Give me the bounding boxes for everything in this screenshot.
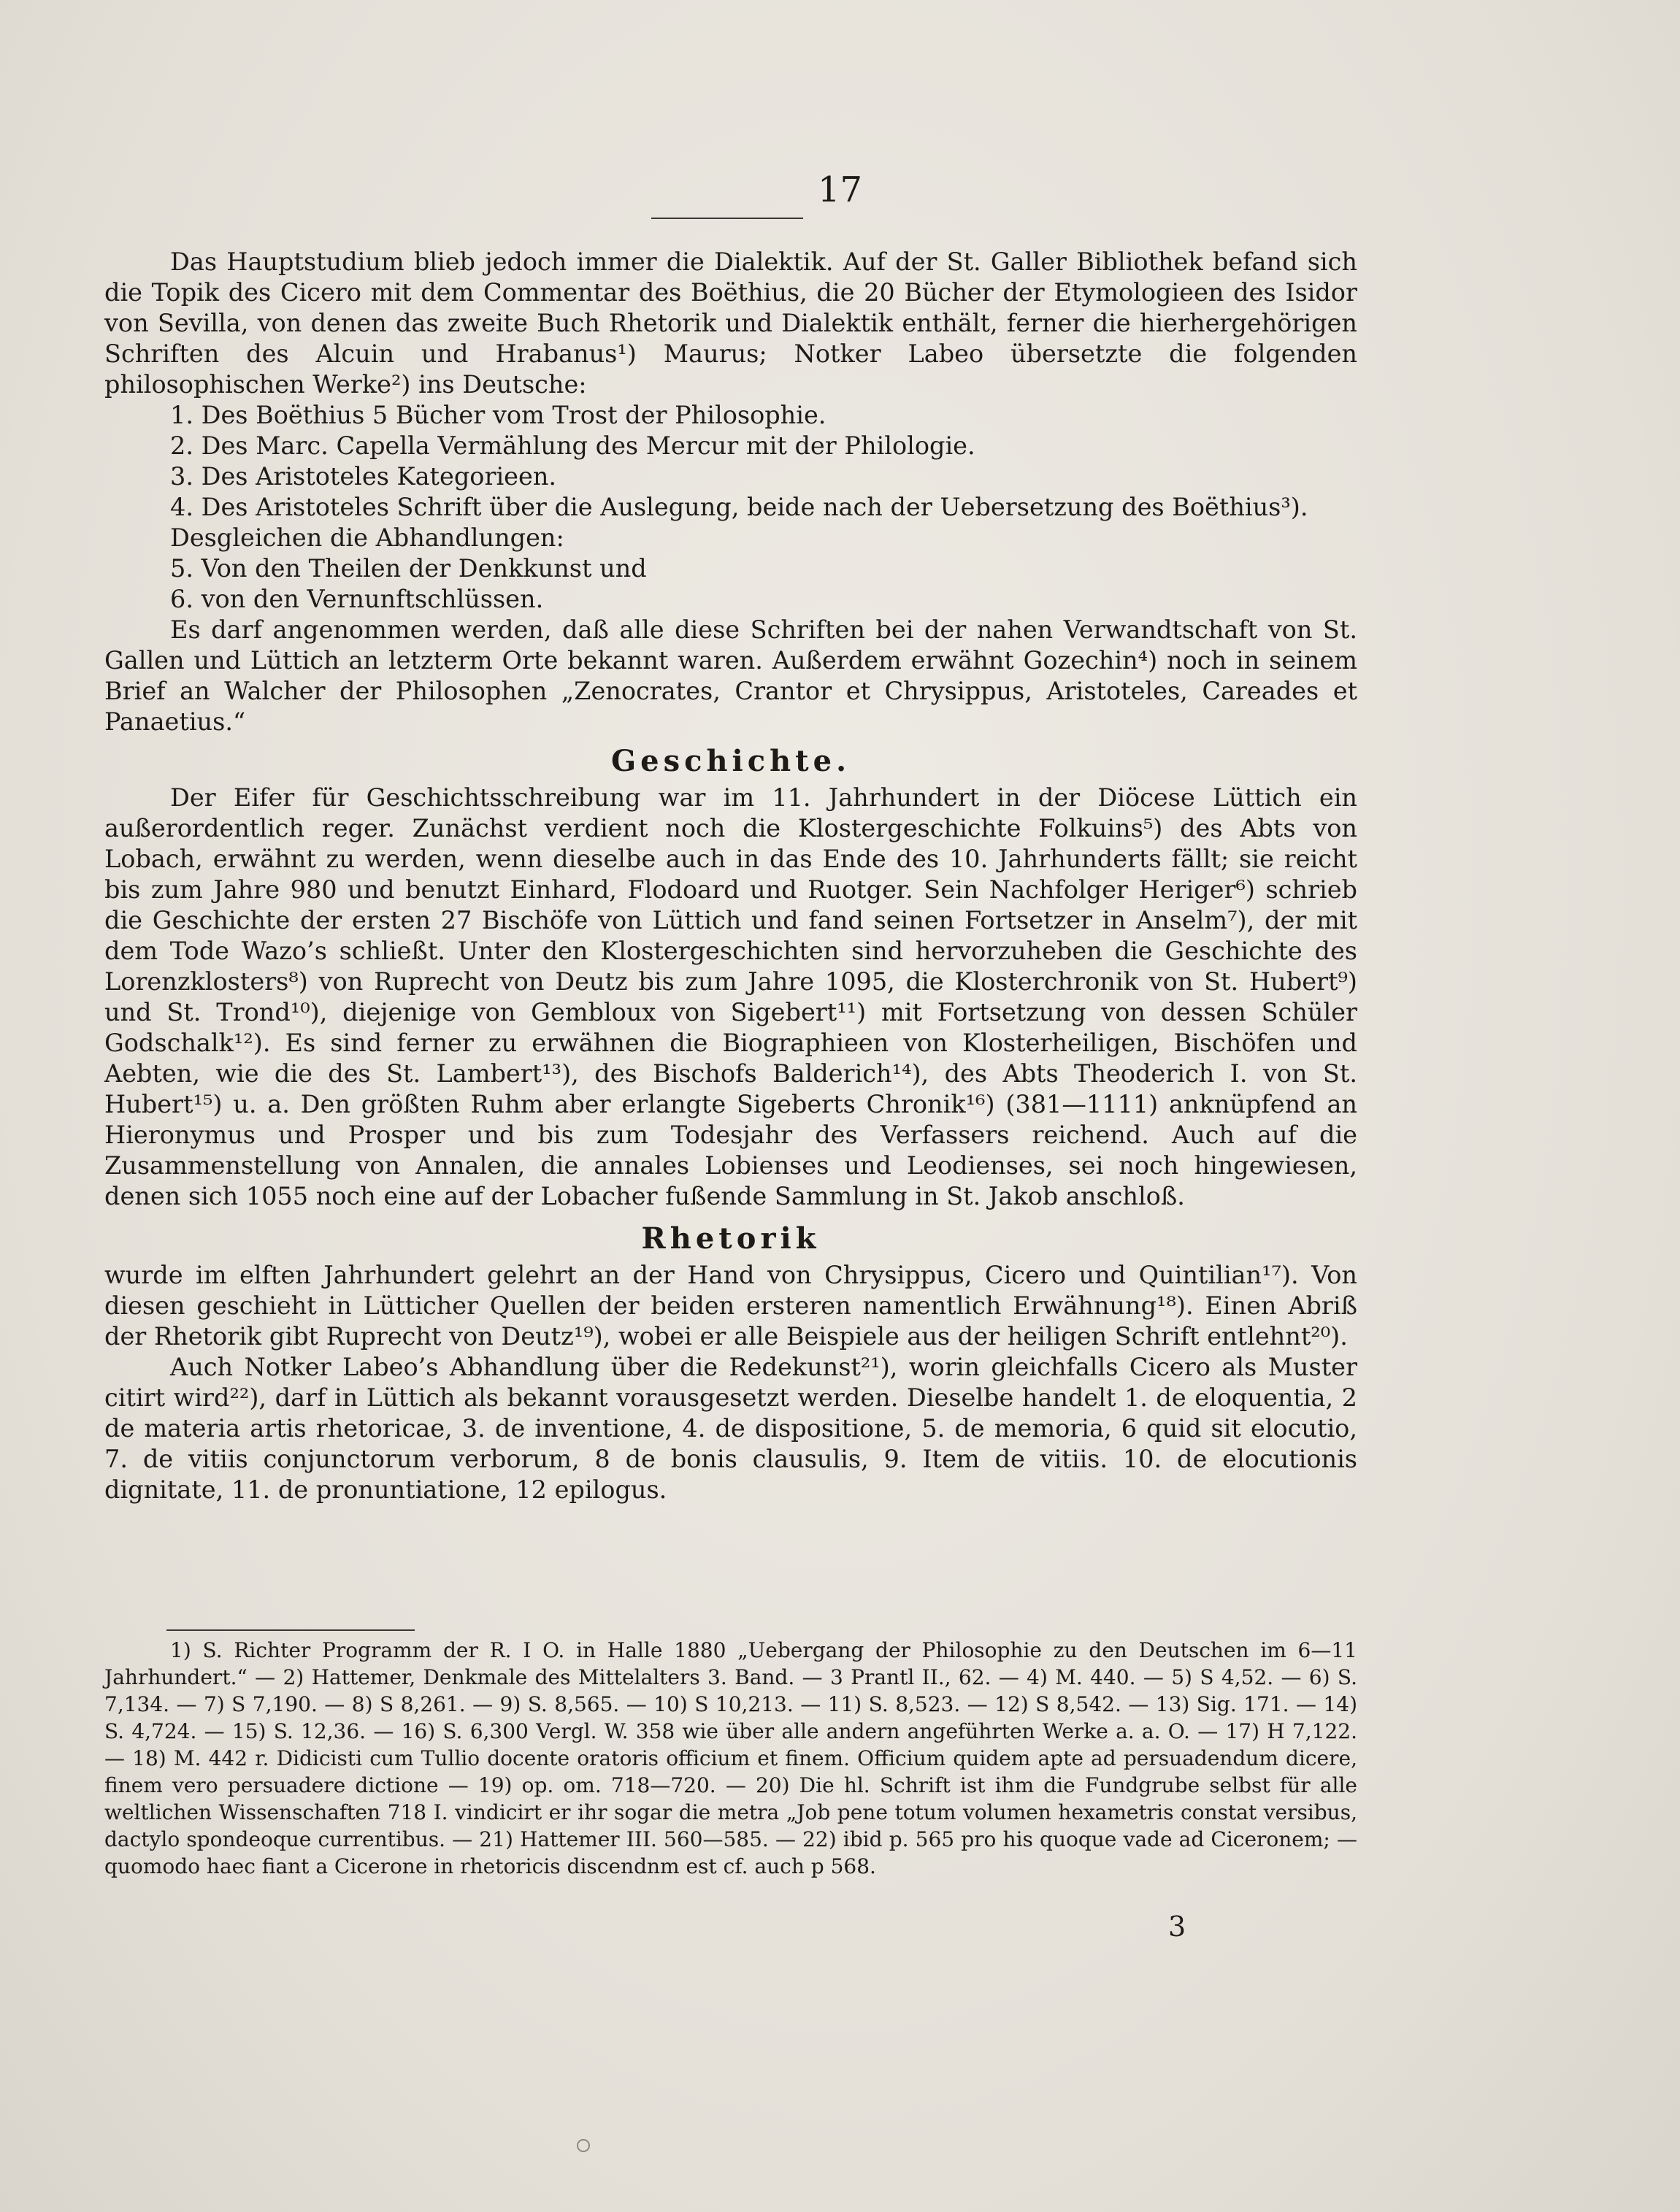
heading-geschichte: Geschichte. [610, 744, 851, 778]
list-item: 4. Des Aristoteles Schrift über die Auslegung, beide nach der Uebersetzung des Boëthius³). [170, 493, 1308, 521]
paragraph-rhetorik-2: Auch Notker Labeo’s Abhandlung über die Redekunst²¹), worin gleichfalls Cicero als Muster citirt wird²²), darf in Lüttich als bekannt vorausgesetzt werden. Dieselbe handelt 1. de eloquentia, 2 de materia artis rhetoricae, 3. de inventione, 4. de dispositione, 5. de memoria, 6 quid sit elocutio, 7. de vitiis conjunctorum verborum, 8 de bonis clausulis, 9. Item de vitiis. 10. de elocutionis dignitate, 11. de pronuntiatione, 12 epilogus. [104, 1353, 1357, 1504]
paragraph-rhetorik-1: wurde im elften Jahrhundert gelehrt an der Hand von Chrysippus, Cicero und Quintilian¹⁷). Von diesen geschieht in Lütticher Quellen der beiden ersteren namentlich Erwähnung¹⁸). Einen Abriß der Rhetorik gibt Ruprecht von Deutz¹⁹), wobei er alle Beispiele aus der heiligen Schrift entlehnt²⁰). [104, 1261, 1357, 1351]
paragraph-geschichte: Der Eifer für Geschichtsschreibung war im 11. Jahrhundert in der Diöcese Lüttich ein außerordentlich reger. Zunächst verdient noch die Klostergeschichte Folkuins⁵) des Abts von Lobach, erwähnt zu werden, wenn dieselbe auch in das Ende des 10. Jahrhunderts fällt; sie reicht bis zum Jahre 980 und benutzt Einhard, Flodoard und Ruotger. Sein Nachfolger Heriger⁶) schrieb die Geschichte der ersten 27 Bischöfe von Lüttich und fand seinen Fortsetzer in Anselm⁷), der mit dem Tode Wazo’s schließt. Unter den Klostergeschichten sind hervorzuheben die Geschichte des Lorenzklosters⁸) von Ruprecht von Deutz bis zum Jahre 1095, die Klosterchronik von St. Hubert⁹) und St. Trond¹⁰), diejenige von Gembloux von Sigebert¹¹) mit Fortsetzung von dessen Schüler Godschalk¹²). Es sind ferner zu erwähnen die Biographieen von Klosterheiligen, Bischöfen und Aebten, wie die des St. Lambert¹³), des Bischofs Balderich¹⁴), des Abts Theoderich I. von St. Hubert¹⁵) u. a. Den größten Ruhm aber erlangte Sigeberts Chronik¹⁶) (381—1111) anknüpfend an Hieronymus und Prosper und bis zum Todesjahr des Verfassers reichend. Auch auf die Zusammenstellung von Annalen, die annales Lobienses und Leodienses, sei noch hingewiesen, denen sich 1055 noch eine auf der Lobacher fußende Sammlung in St. Jakob anschloß. [104, 783, 1357, 1210]
footnote-rule [166, 1629, 415, 1631]
list-item: 1. Des Boëthius 5 Bücher vom Trost der Philosophie. [170, 401, 826, 429]
works-list [104, 400, 1357, 615]
heading-rhetorik: Rhetorik [641, 1221, 821, 1256]
signature-mark: 3 [1168, 1910, 1186, 1943]
paragraph-after-list: Es darf angenommen werden, daß alle diese Schriften bei der nahen Verwandtschaft von St. Gallen und Lüttich an letzterm Orte bekannt waren. Außerdem erwähnt Gozechin⁴) noch in seinem Brief an Walcher der Philosophen „Zenocrates, Crantor et Chrysippus, Aristoteles, Careades et Panaetius.“ [104, 615, 1357, 736]
header-rule [651, 218, 803, 219]
page-number: 17 [817, 169, 863, 210]
list-item: 6. von den Vernunftschlüssen. [170, 585, 544, 613]
main-text [104, 247, 1357, 1505]
paper-blemish [577, 2139, 590, 2152]
list-item: Desgleichen die Abhandlungen: [170, 523, 564, 552]
list-item: 5. Von den Theilen der Denkkunst und [170, 554, 647, 583]
footnote-text: 1) S. Richter Programm der R. I O. in Halle 1880 „Uebergang der Philosophie zu den Deutschen im 6—11 Jahrhundert.“ — 2) Hattemer, Denkmale des Mittelalters 3. Band. — 3 Prantl II., 62. — 4) M. 440. — 5) S 4,52. — 6) S. 7,134. — 7) S 7,190. — 8) S 8,261. — 9) S. 8,565. — 10) S 10,213. — 11) S. 8,523. — 12) S 8,542. — 13) Sig. 171. — 14) S. 4,724. — 15) S. 12,36. — 16) S. 6,300 Vergl. W. 358 wie über alle andern angeführten Werke a. a. O. — 17) H 7,122. — 18) M. 442 r. Didicisti cum Tullio docente oratoris officium et finem. Officium quidem apte ad persuadendum dicere, finem vero persuadere dictione — 19) op. om. 718—720. — 20) Die hl. Schrift ist ihm die Fundgrube selbst für alle weltlichen Wissenschaften 718 I. vindicirt er ihr sogar die metra „Job pene totum volumen hexametris constat versibus, dactylo spondeoque currentibus. — 21) Hattemer III. 560—585. — 22) ibid p. 565 pro his quoque vade ad Ciceronem; — quomodo haec fiant a Cicerone in rhetoricis discendnm est cf. auch p 568. [104, 1638, 1357, 1878]
list-item: 2. Des Marc. Capella Vermählung des Mercur mit der Philologie. [170, 431, 975, 460]
footnotes [104, 1637, 1357, 1880]
list-item: 3. Des Aristoteles Kategorieen. [170, 462, 557, 491]
paragraph-intro: Das Hauptstudium blieb jedoch immer die Dialektik. Auf der St. Galler Bibliothek befand sich die Topik des Cicero mit dem Commentar des Boëthius, die 20 Bücher der Etymologieen des Isidor von Sevilla, von denen das zweite Buch Rhetorik und Dialektik enthält, ferner die hierhergehörigen Schriften des Alcuin und Hrabanus¹) Maurus; Notker Labeo übersetzte die folgenden philosophischen Werke²) ins Deutsche: [104, 247, 1357, 399]
